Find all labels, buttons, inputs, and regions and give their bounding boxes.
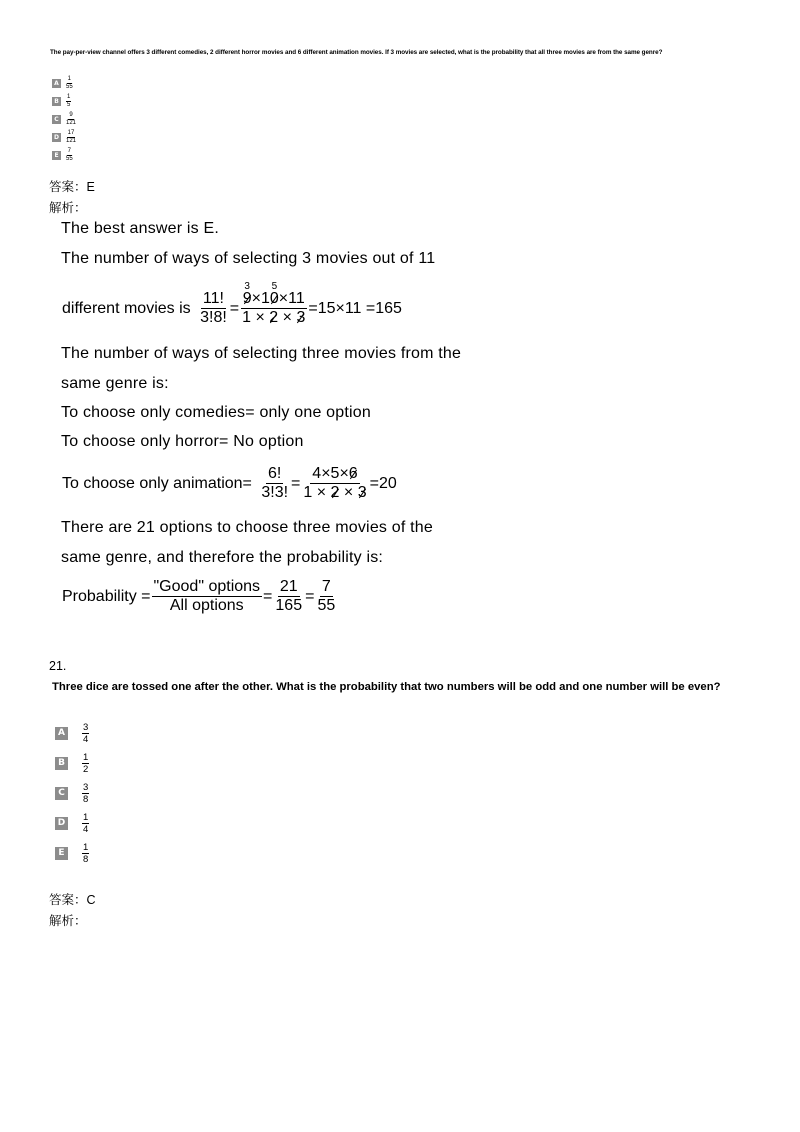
option-letter-badge: B — [55, 757, 68, 770]
option-e[interactable] — [52, 146, 76, 164]
option-a[interactable] — [52, 74, 76, 92]
option-fraction: $\frac{1}{8}$ — [83, 841, 89, 865]
analysis-label: 解析： — [49, 201, 87, 215]
answer-label: 答案：E — [49, 180, 95, 194]
option-d[interactable] — [52, 128, 76, 146]
fraction: 3 9×1 5 0×11 1 × 2 × 3 — [242, 281, 306, 326]
option-letter-badge: C — [52, 115, 61, 124]
option-c[interactable] — [55, 778, 89, 808]
question-20-options — [52, 74, 76, 164]
fraction: $\frac{6!}{3!3!}$ — [261, 465, 289, 501]
option-letter-badge: B — [52, 97, 61, 106]
explanation-line: same genre, and therefore the probability is: — [61, 549, 384, 566]
question-20-text: The pay-per-view channel offers 3 different comedies, 2 different horror movies and 6 different animation movies. If 3 movies are selected, what is the probability that all three movies are from the same genre? — [50, 49, 663, 56]
option-fraction: $\frac{1}{5}$ — [67, 94, 71, 108]
question-21-options — [55, 718, 89, 868]
explanation-line: The best answer is E. — [61, 220, 220, 237]
option-e[interactable] — [55, 838, 89, 868]
option-b[interactable] — [55, 748, 89, 778]
equation-animation: To choose only animation= $\frac{6!}{3!3!}$ = $\frac{4\times 5\times 6}{1 \times 2 \times 3}$ =20 — [62, 465, 397, 501]
option-letter-badge: A — [55, 727, 68, 740]
explanation-line: There are 21 options to choose three movies of the — [61, 519, 433, 536]
option-letter-badge: A — [52, 79, 61, 88]
analysis-label: 解析： — [49, 914, 87, 928]
option-fraction: $\frac{1}{55}$ — [66, 76, 73, 90]
option-c[interactable] — [52, 110, 76, 128]
explanation-line: same genre is: — [61, 375, 169, 392]
fraction: $\frac{21}{165}$ — [275, 578, 303, 614]
option-fraction: $\frac{7}{55}$ — [66, 148, 73, 162]
option-fraction: $\frac{9}{121}$ — [66, 112, 77, 126]
option-letter-badge: D — [52, 133, 61, 142]
option-fraction: $\frac{1}{2}$ — [83, 751, 89, 775]
question-21-number: 21. — [49, 659, 67, 673]
option-fraction: $\frac{3}{8}$ — [83, 781, 89, 805]
question-21-text: Three dice are tossed one after the other. What is the probability that two numbers will be odd and one number will be even? — [52, 681, 721, 693]
explanation-line: The number of ways of selecting 3 movies out of 11 — [61, 250, 436, 267]
option-a[interactable] — [55, 718, 89, 748]
option-b[interactable] — [52, 92, 76, 110]
option-fraction: $\frac{1}{4}$ — [83, 811, 89, 835]
option-letter-badge: E — [55, 847, 68, 860]
answer-label: 答案：C — [49, 893, 96, 907]
option-fraction: $\frac{17}{121}$ — [66, 130, 77, 144]
explanation-line: The number of ways of selecting three movies from the — [61, 345, 462, 362]
equation-combinations: different movies is $\frac{11!}{3!8!}$ = 3 9×1 5 0×11 1 × 2 × 3 =15×11 =165 — [62, 281, 402, 326]
equation-probability: Probability = "Good" options All options = $\frac{21}{165}$ = $\frac{7}{55}$ — [62, 578, 336, 614]
option-letter-badge: C — [55, 787, 68, 800]
fraction: $\frac{11!}{3!8!}$ — [200, 290, 227, 326]
explanation-block — [61, 218, 581, 628]
explanation-line: To choose only horror= No option — [61, 433, 304, 450]
option-letter-badge: D — [55, 817, 68, 830]
option-fraction: $\frac{3}{4}$ — [83, 721, 89, 745]
fraction: $\frac{4\times 5\times 6}{1 \times 2 \times 3}$ — [303, 465, 367, 501]
option-letter-badge: E — [52, 151, 61, 160]
option-d[interactable] — [55, 808, 89, 838]
fraction: $\frac{7}{55}$ — [317, 578, 336, 614]
explanation-line: To choose only comedies= only one option — [61, 404, 371, 421]
fraction: "Good" options All options — [153, 578, 261, 614]
